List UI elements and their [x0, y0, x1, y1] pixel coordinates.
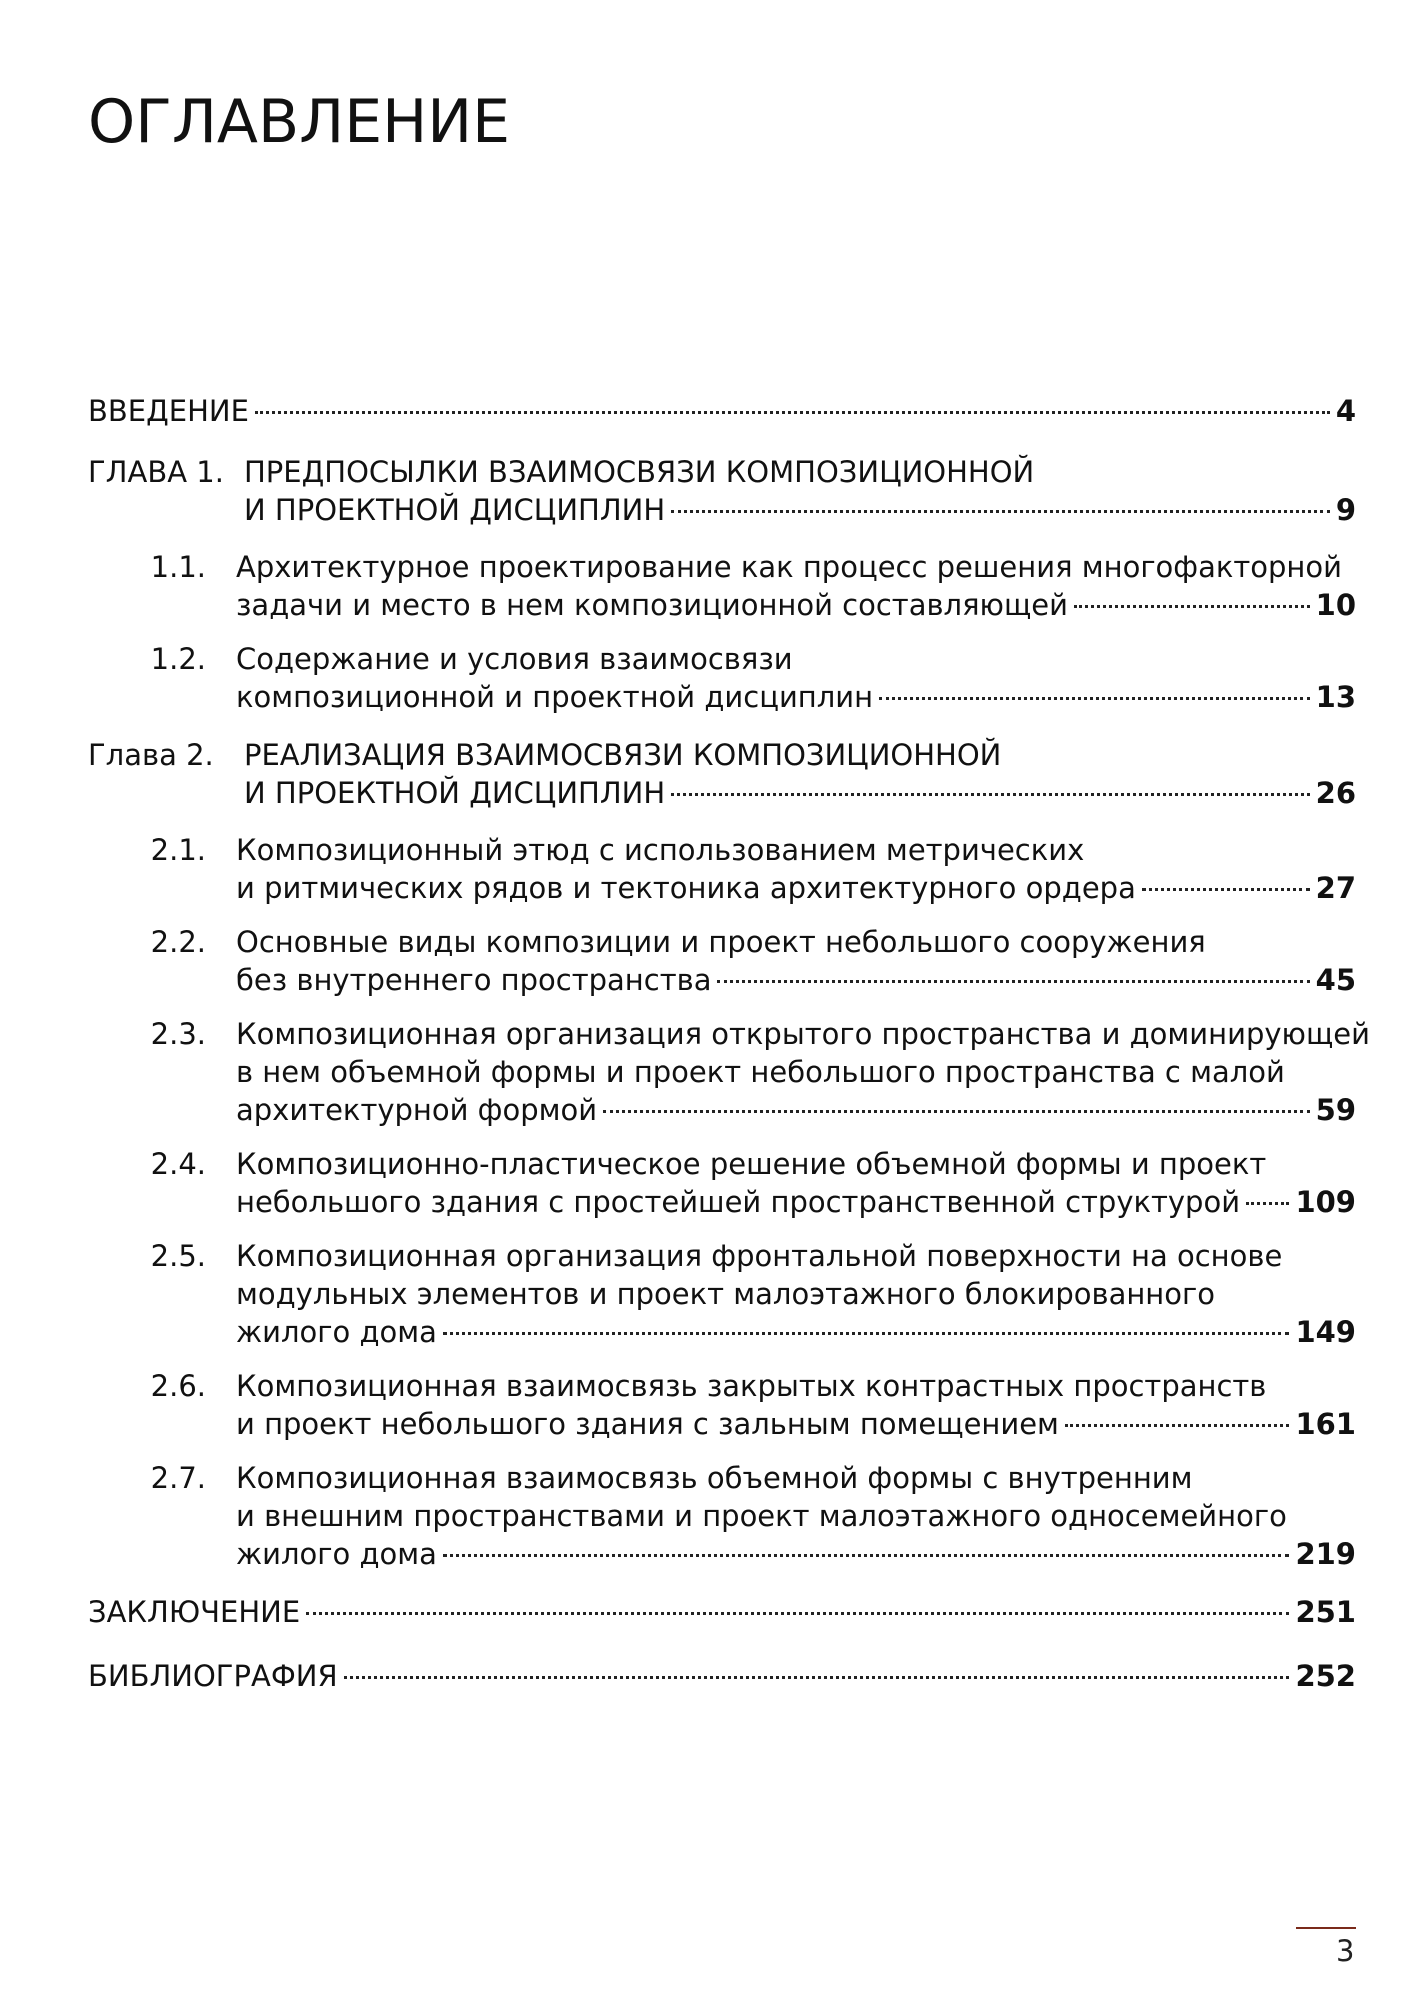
toc-entry-introduction[interactable]	[88, 392, 1356, 430]
dot-leader	[1074, 605, 1310, 608]
toc-entry-chapter-2[interactable]	[88, 736, 1356, 812]
toc-page-number: 26	[1315, 776, 1356, 810]
toc-page-number: 59	[1315, 1093, 1356, 1127]
toc-page-number: 251	[1295, 1595, 1356, 1629]
dot-leader	[443, 1332, 1290, 1335]
toc-chapter-number: Глава 2.	[88, 738, 214, 772]
dot-leader	[1065, 1424, 1290, 1427]
toc-entry-section-2-6[interactable]	[88, 1367, 1356, 1443]
toc-entry-title-line: модульных элементов и проект малоэтажного блокированного	[236, 1277, 1215, 1311]
toc-section-number: 2.2.	[150, 925, 206, 959]
toc-entry-title: ЗАКЛЮЧЕНИЕ	[88, 1595, 301, 1629]
toc-entry-title-line: Композиционный этюд с использованием метрических	[236, 833, 1085, 867]
toc-section-number: 2.5.	[150, 1239, 206, 1273]
page-title: ОГЛАВЛЕНИЕ	[88, 87, 511, 157]
toc-entry-section-2-7[interactable]	[88, 1459, 1356, 1573]
toc-chapter-number: ГЛАВА 1.	[88, 455, 224, 489]
toc-entry-title-line: Композиционно-пластическое решение объемной формы и проект	[236, 1147, 1267, 1181]
toc-entry-chapter-1[interactable]	[88, 453, 1356, 529]
toc-section-number: 2.1.	[150, 833, 206, 867]
page-number: 3	[1336, 1934, 1355, 1968]
dot-leader	[443, 1554, 1290, 1557]
toc-entry-title-line: архитектурной формой	[236, 1093, 598, 1127]
toc-entry-bibliography[interactable]	[88, 1657, 1356, 1695]
toc-entry-title-line: Основные виды композиции и проект небольшого сооружения	[236, 925, 1206, 959]
toc-entry-title-line: задачи и место в нем композиционной составляющей	[236, 588, 1068, 622]
toc-entry-section-2-4[interactable]	[88, 1145, 1356, 1221]
toc-entry-title-line: Архитектурное проектирование как процесс решения многофакторной	[236, 550, 1342, 584]
toc-entry-section-2-3[interactable]	[88, 1015, 1370, 1129]
toc-entry-title-line: и проект небольшого здания с зальным помещением	[236, 1407, 1059, 1441]
toc-entry-title-line: И ПРОЕКТНОЙ ДИСЦИПЛИН	[244, 493, 666, 527]
toc-entry-title-line: и внешним пространствами и проект малоэтажного односемейного	[236, 1499, 1287, 1533]
toc-page-number: 9	[1335, 493, 1356, 527]
toc-entry-title: БИБЛИОГРАФИЯ	[88, 1659, 338, 1693]
toc-section-number: 1.1.	[150, 550, 206, 584]
toc-entry-title-line: Композиционная взаимосвязь объемной формы с внутренним	[236, 1461, 1193, 1495]
toc-entry-conclusion[interactable]	[88, 1593, 1356, 1631]
dot-leader	[1142, 888, 1310, 891]
toc-entry-title-line: небольшого здания с простейшей пространственной структурой	[236, 1185, 1241, 1219]
toc-section-number: 2.6.	[150, 1369, 206, 1403]
toc-entry-section-2-5[interactable]	[88, 1237, 1356, 1351]
footer-rule	[1296, 1927, 1356, 1929]
toc-page-number: 4	[1335, 394, 1356, 428]
toc-entry-section-1-1[interactable]	[88, 548, 1356, 624]
toc-entry-title-line: жилого дома	[236, 1315, 437, 1349]
toc-entry-section-1-2[interactable]	[88, 640, 1356, 716]
toc-section-number: 2.7.	[150, 1461, 206, 1495]
table-of-contents	[88, 392, 1370, 1695]
toc-entry-section-2-2[interactable]	[88, 923, 1356, 999]
dot-leader	[603, 1110, 1310, 1113]
toc-page-number: 27	[1315, 871, 1356, 905]
dot-leader	[1246, 1202, 1289, 1205]
toc-entry-title-line: и ритмических рядов и тектоника архитектурного ордера	[236, 871, 1136, 905]
toc-page-number: 10	[1315, 588, 1356, 622]
toc-entry-title-line: без внутреннего пространства	[236, 963, 712, 997]
toc-entry-title-line: РЕАЛИЗАЦИЯ ВЗАИМОСВЯЗИ КОМПОЗИЦИОННОЙ	[244, 738, 1002, 772]
toc-page-number: 161	[1295, 1407, 1356, 1441]
toc-entry-title-line: в нем объемной формы и проект небольшого пространства с малой	[236, 1055, 1285, 1089]
toc-entry-title-line: И ПРОЕКТНОЙ ДИСЦИПЛИН	[244, 776, 666, 810]
toc-entry-title-line: жилого дома	[236, 1537, 437, 1571]
dot-leader	[671, 793, 1310, 796]
toc-entry-section-2-1[interactable]	[88, 831, 1356, 907]
toc-page-number: 219	[1295, 1537, 1356, 1571]
dot-leader	[717, 980, 1309, 983]
toc-entry-title-line: Композиционная организация фронтальной поверхности на основе	[236, 1239, 1283, 1273]
dot-leader	[879, 697, 1310, 700]
toc-section-number: 2.4.	[150, 1147, 206, 1181]
toc-entry-title-line: Композиционная организация открытого пространства и доминирующей	[236, 1017, 1370, 1051]
dot-leader	[671, 510, 1330, 513]
toc-section-number: 1.2.	[150, 642, 206, 676]
toc-section-number: 2.3.	[150, 1017, 206, 1051]
toc-entry-title-line: композиционной и проектной дисциплин	[236, 680, 874, 714]
toc-page-number: 13	[1315, 680, 1356, 714]
toc-entry-title-line: ПРЕДПОСЫЛКИ ВЗАИМОСВЯЗИ КОМПОЗИЦИОННОЙ	[244, 455, 1035, 489]
dot-leader	[344, 1676, 1290, 1679]
toc-page-number: 45	[1315, 963, 1356, 997]
dot-leader	[306, 1612, 1289, 1615]
toc-entry-title-line: Содержание и условия взаимосвязи	[236, 642, 793, 676]
toc-entry-title: ВВЕДЕНИЕ	[88, 394, 249, 428]
toc-page-number: 109	[1295, 1185, 1356, 1219]
toc-page-number: 252	[1295, 1659, 1356, 1693]
toc-entry-title-line: Композиционная взаимосвязь закрытых контрастных пространств	[236, 1369, 1267, 1403]
dot-leader	[255, 411, 1330, 414]
toc-page-number: 149	[1295, 1315, 1356, 1349]
